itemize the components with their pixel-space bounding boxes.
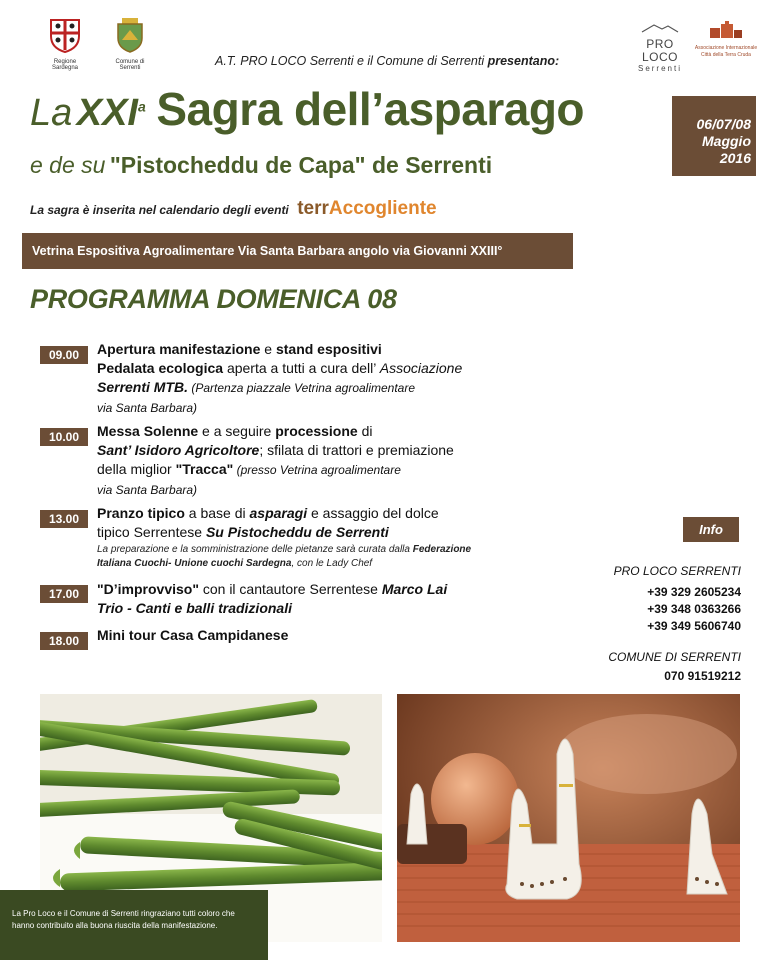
subtitle-prefix: e de su — [30, 152, 106, 178]
title-la: La — [30, 92, 73, 134]
main-title — [30, 82, 584, 136]
info-comune: COMUNE DI SERRENTI — [608, 650, 741, 664]
time-badge-18: 18.00 — [40, 632, 88, 650]
time-badge-17: 17.00 — [40, 585, 88, 603]
calendar-note-line — [30, 198, 437, 220]
program-item-13-note: La preparazione e la somministrazione delle pietanze sarà curata dalla Federazione Italiana Cuochi- Unione cuochi Sardegna, con le Lady Chef — [97, 544, 472, 569]
program-item-09: Apertura manifestazione e stand espositivi Pedalata ecologica aperta a tutti a cura dell’ Associazione Serrenti MTB. (Partenza piazzale Vetrina agroalimentare via Santa Barbara) — [97, 341, 463, 415]
date-line1: 06/07/08 — [696, 116, 751, 132]
logo-regione-sardegna — [42, 16, 88, 71]
program-item-10: Messa Solenne e a seguire processione di Sant’ Isidoro Agricoltore; sfilata di trattori e premiazione della miglior "Tracca" (presso Vetrina agroalimentare via Santa Barbara) — [97, 423, 454, 497]
thanks-text: La Pro Loco e il Comune di Serrenti ringraziano tutti coloro che hanno contribuito alla buona riuscita della manifestazione. — [12, 909, 235, 930]
presenters-line — [215, 54, 559, 68]
thanks-box — [0, 890, 268, 960]
proloco-logo-top: PRO LOCO — [641, 37, 678, 64]
title-edition-sup: a — [137, 98, 146, 115]
logo-comune-serrenti — [108, 16, 152, 71]
presenters-prefix: A.T. PRO LOCO — [215, 54, 307, 68]
terraccogliente-logo — [297, 198, 436, 219]
info-phone-4: 070 91519212 — [664, 669, 741, 683]
program-item-13: Pranzo tipico a base di asparagi e assaggio del dolce tipico Serrentese Su Pistocheddu de Serrenti — [97, 505, 439, 540]
brand-terr: terr — [297, 198, 329, 219]
logo-citta-terra-cruda — [694, 20, 758, 64]
subtitle-main: "Pistocheddu de Capa" de Serrenti — [109, 152, 493, 178]
proloco-logo-bottom: Serrenti — [637, 64, 682, 73]
info-proloco: PRO LOCO SERRENTI — [613, 564, 741, 578]
venue-bar — [22, 233, 573, 269]
program-title: PROGRAMMA DOMENICA 08 — [30, 284, 397, 314]
info-phone-1: +39 329 2605234 — [647, 585, 741, 599]
calendar-note: La sagra è inserita nel calendario degli eventi — [30, 203, 289, 217]
venue-text: Vetrina Espositiva Agroalimentare Via Santa Barbara angolo via Giovanni XXIII° — [32, 244, 503, 258]
sardegna-shield-icon — [42, 16, 88, 54]
title-main: Sagra dell’asparago — [156, 83, 585, 135]
time-badge-13: 13.00 — [40, 510, 88, 528]
subtitle — [30, 152, 492, 179]
program-item-18: Mini tour Casa Campidanese — [97, 627, 289, 643]
date-box — [672, 96, 756, 176]
pistocheddu-photo — [397, 694, 740, 942]
brand-accogliente: Accogliente — [328, 198, 437, 219]
info-label: Info — [683, 517, 739, 542]
pistocheddu-illustration — [397, 694, 740, 942]
info-phone-2: +39 348 0363266 — [647, 602, 741, 616]
info-phone-3: +39 349 5606740 — [647, 619, 741, 633]
association-caption-1: Associazione Internazionale — [694, 45, 758, 51]
date-line3: 2016 — [719, 150, 751, 166]
comune-caption: Comune di Serrenti — [115, 59, 145, 71]
title-edition: XXI$^a$ — [76, 92, 146, 134]
program-item-17: "D’improvviso" con il cantautore Serrentese Marco Lai Trio - Canti e balli tradizionali — [97, 581, 448, 616]
time-badge-09: 09.00 — [40, 346, 88, 364]
time-badge-10: 10.00 — [40, 428, 88, 446]
sardegna-caption: Regione Sardegna — [51, 59, 79, 71]
presenters-middle: Serrenti e il Comune di Serrenti — [309, 54, 485, 68]
date-line2: Maggio — [702, 133, 751, 149]
presenters-suffix: presentano: — [487, 54, 560, 68]
comune-crest-icon — [108, 16, 152, 54]
logo-proloco — [636, 20, 684, 73]
association-caption-2: Città della Terra Cruda — [701, 52, 751, 58]
earth-house-icon — [706, 20, 746, 40]
mountain-icon — [640, 23, 680, 33]
